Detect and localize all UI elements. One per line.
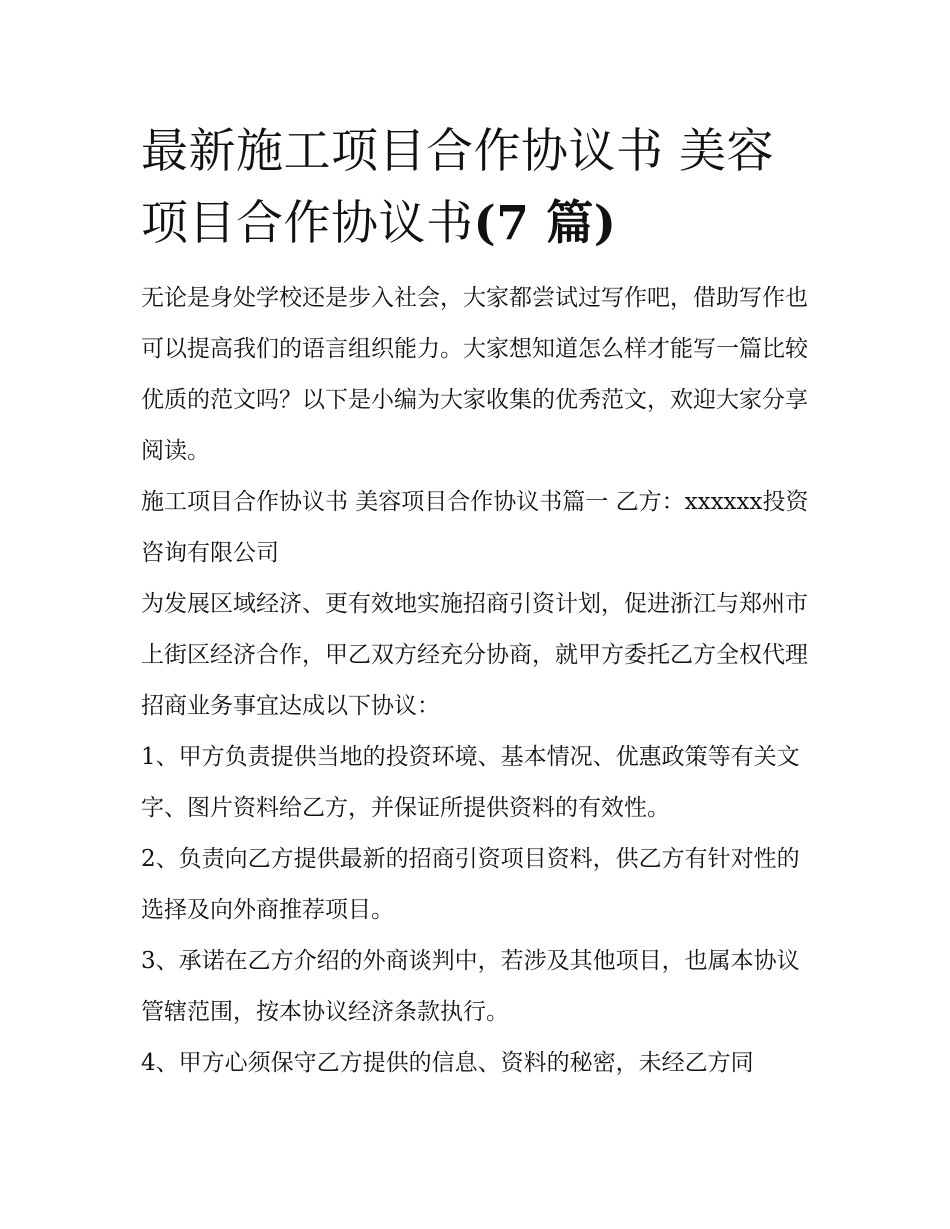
document-content	[141, 116, 809, 1089]
section-heading-paragraph: 施工项目合作协议书 美容项目合作协议书篇一 乙方：xxxxxx投资咨询有限公司	[141, 489, 809, 566]
title-line-2: 项目合作协议书	[141, 196, 474, 251]
clause-1: 1、甲方负责提供当地的投资环境、基本情况、优惠政策等有关文字、图片资料给乙方，并保证所提供资料的有效性。	[141, 744, 800, 821]
title-line-1: 最新施工项目合作协议书 美容	[141, 124, 774, 179]
document-title	[141, 116, 809, 260]
document-body	[141, 273, 809, 1089]
agreement-preamble: 为发展区域经济、更有效地实施招商引资计划，促进浙江与郑州市上街区经济合作，甲乙双方经充分协商，就甲方委托乙方全权代理招商业务事宜达成以下协议：	[141, 591, 808, 719]
clause-2: 2、负责向乙方提供最新的招商引资项目资料，供乙方有针对性的选择及向外商推荐项目。	[141, 846, 800, 923]
clause-3: 3、承诺在乙方介绍的外商谈判中，若涉及其他项目，也属本协议管辖范围，按本协议经济条款执行。	[141, 948, 800, 1025]
title-chapter-count: (7 篇)	[473, 196, 617, 251]
intro-paragraph: 无论是身处学校还是步入社会，大家都尝试过写作吧，借助写作也可以提高我们的语言组织能力。大家想知道怎么样才能写一篇比较优质的范文吗？以下是小编为大家收集的优秀范文，欢迎大家分享阅读。	[141, 285, 808, 464]
clause-4: 4、甲方心须保守乙方提供的信息、资料的秘密，未经乙方同	[141, 1050, 754, 1076]
